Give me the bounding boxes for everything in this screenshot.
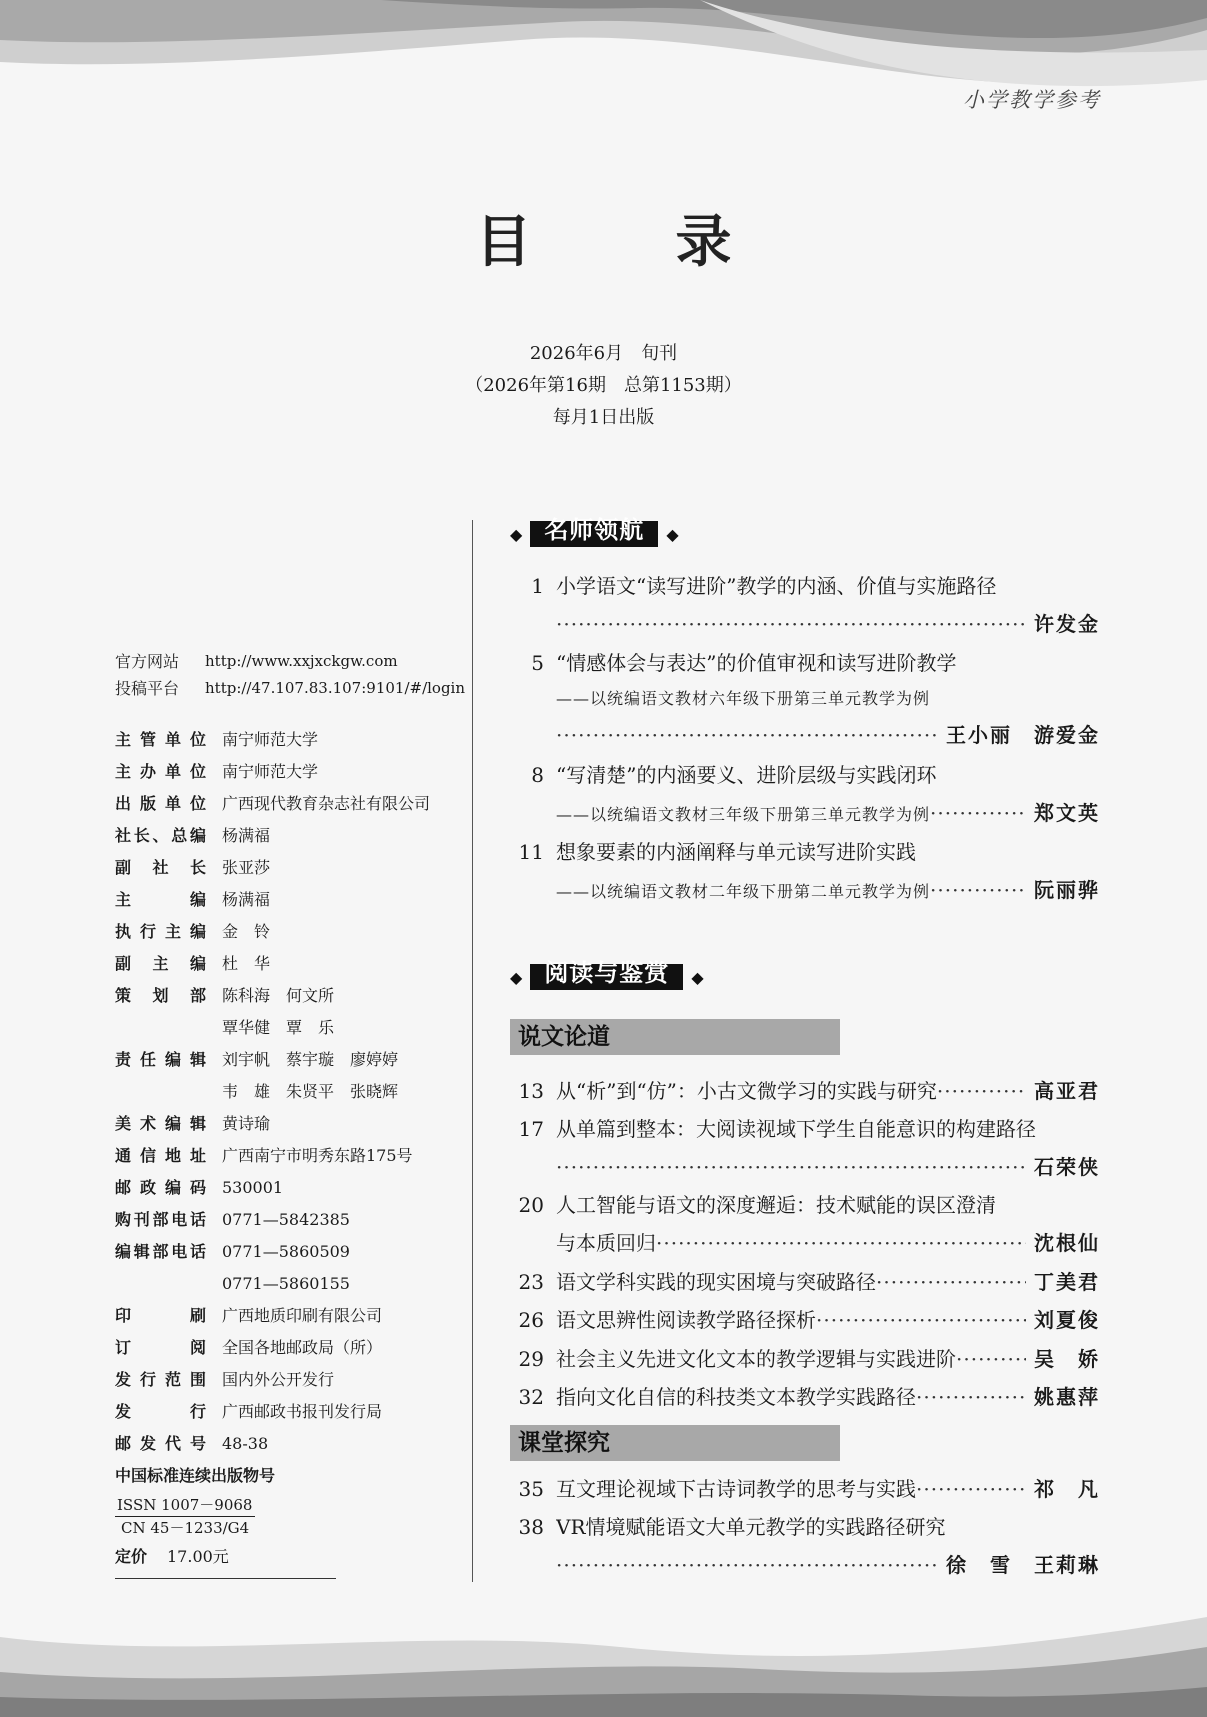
website-url[interactable]: http://www.xxjxckgw.com xyxy=(205,652,398,670)
masthead-key: 通信地址 xyxy=(115,1146,206,1165)
masthead-key xyxy=(115,1012,222,1044)
page-number: 23 xyxy=(518,1270,544,1294)
toc-entry[interactable] xyxy=(510,1072,1100,1110)
journal-name: 小学教学参考 xyxy=(963,88,1101,112)
masthead-value: 广西南宁市明秀东路175号 xyxy=(222,1146,413,1165)
entry-title: 小学语文“读写进阶”教学的内涵、价值与实施路径 xyxy=(556,574,997,598)
masthead-key: 主编 xyxy=(115,890,206,909)
masthead-key: 副社长 xyxy=(115,858,206,877)
section-header-mingshi xyxy=(510,514,679,554)
entry-title: 语文学科实践的现实困境与突破路径 xyxy=(556,1270,876,1294)
issn-label: 中国标准连续出版物号 xyxy=(115,1466,276,1485)
masthead-value: 刘宇帆 蔡宇璇 廖婷婷 xyxy=(222,1050,399,1069)
masthead-row xyxy=(115,1172,475,1204)
masthead-key: 策划部 xyxy=(115,986,206,1005)
column-divider xyxy=(472,520,473,1582)
entry-title: 从单篇到整本：大阅读视域下学生自能意识的构建路径 xyxy=(556,1117,1036,1141)
website-row xyxy=(115,648,475,675)
masthead-key: 发行 xyxy=(115,1402,206,1421)
page-number: 20 xyxy=(518,1193,544,1217)
toc-entry[interactable] xyxy=(510,1340,1100,1378)
masthead-value: 韦 雄 朱贤平 张晓辉 xyxy=(222,1082,399,1101)
leader-dots xyxy=(556,1148,1026,1186)
entry-title: 语文思辨性阅读教学路径探析 xyxy=(556,1308,816,1332)
page-number: 17 xyxy=(518,1117,544,1141)
masthead-value: 张亚莎 xyxy=(222,858,271,877)
entry-title: 指向文化自信的科技类文本教学实践路径 xyxy=(556,1385,916,1409)
toc-entry[interactable] xyxy=(510,644,1100,754)
subsection-shuowen: 说文论道 xyxy=(510,1019,840,1055)
masthead-key: 责任编辑 xyxy=(115,1050,206,1069)
entry-title: 想象要素的内涵阐释与单元读写进阶实践 xyxy=(556,840,916,864)
masthead-row xyxy=(115,1396,475,1428)
entry-author: 高亚君 xyxy=(1034,1079,1100,1103)
entry-author: 姚惠萍 xyxy=(1034,1385,1100,1409)
masthead-row xyxy=(115,756,475,788)
masthead-row xyxy=(115,1012,475,1044)
issue-date: 2026年6月 旬刊 xyxy=(529,343,678,364)
masthead-value: 杨满福 xyxy=(222,890,271,909)
section-title: 阅读与鉴赏 xyxy=(530,964,683,990)
masthead-key xyxy=(115,1076,222,1108)
masthead-key: 印刷 xyxy=(115,1306,206,1325)
entry-subtitle: ——以统编语文教材三年级下册第三单元教学为例 xyxy=(556,805,931,824)
toc-entry[interactable] xyxy=(510,1110,1100,1186)
masthead-row xyxy=(115,1364,475,1396)
leader-dots xyxy=(930,794,1026,832)
page-number: 8 xyxy=(531,763,544,787)
masthead-key: 出版单位 xyxy=(115,794,206,813)
masthead-value: 0771—5860155 xyxy=(222,1274,350,1293)
masthead-key: 执行主编 xyxy=(115,922,206,941)
masthead-row xyxy=(115,884,475,916)
footer-decoration xyxy=(0,1607,1207,1717)
entry-author: 吴 娇 xyxy=(1034,1347,1100,1371)
toc-entry[interactable] xyxy=(510,567,1100,643)
toc-entry[interactable] xyxy=(510,1378,1100,1416)
masthead-key: 订阅 xyxy=(115,1338,206,1357)
masthead-row xyxy=(115,1044,475,1076)
entry-author: 沈根仙 xyxy=(1034,1231,1100,1255)
toc-entry[interactable] xyxy=(510,833,1100,909)
page-number: 26 xyxy=(518,1308,544,1332)
masthead-value: 国内外公开发行 xyxy=(222,1370,335,1389)
masthead-row xyxy=(115,948,475,980)
masthead-row xyxy=(115,852,475,884)
diamond-icon: ◆ xyxy=(666,524,679,544)
entry-title: “情感体会与表达”的价值审视和读写进阶教学 xyxy=(556,651,957,675)
masthead-row xyxy=(115,1108,475,1140)
entry-author: 阮丽骅 xyxy=(1034,878,1100,902)
masthead-key: 副主编 xyxy=(115,954,206,973)
entry-title: 互文理论视域下古诗词教学的思考与实践 xyxy=(556,1477,916,1501)
masthead xyxy=(115,648,475,1573)
masthead-key: 邮政编码 xyxy=(115,1178,206,1197)
page-number: 29 xyxy=(518,1347,544,1371)
cn-number: CN 45－1233/G4 xyxy=(121,1519,250,1537)
leader-dots xyxy=(916,1470,1026,1508)
submit-url[interactable]: http://47.107.83.107:9101/#/login xyxy=(205,679,466,697)
entry-author: 王小丽 游爱金 xyxy=(946,723,1100,747)
masthead-divider xyxy=(115,1578,336,1579)
entry-subtitle: ——以统编语文教材六年级下册第三单元教学为例 xyxy=(556,689,931,708)
leader-dots xyxy=(556,1546,938,1584)
subsection-ketang: 课堂探究 xyxy=(510,1425,840,1461)
masthead-row xyxy=(115,1268,475,1300)
masthead-row xyxy=(115,820,475,852)
diamond-icon: ◆ xyxy=(510,967,523,987)
masthead-row xyxy=(115,1140,475,1172)
page-number: 5 xyxy=(531,651,544,675)
leader-dots xyxy=(937,1072,1026,1110)
diamond-icon: ◆ xyxy=(510,524,523,544)
masthead-key: 邮发代号 xyxy=(115,1434,206,1453)
section-header-yuedu xyxy=(510,957,704,997)
leader-dots xyxy=(956,1340,1026,1378)
masthead-row xyxy=(115,1236,475,1268)
entry-subtitle: ——以统编语文教材二年级下册第二单元教学为例 xyxy=(556,882,931,901)
issue-info xyxy=(0,338,1207,434)
entry-author: 丁美君 xyxy=(1034,1270,1100,1294)
price-value: 17.00元 xyxy=(167,1547,229,1566)
masthead-key: 购刊部电话 xyxy=(115,1210,206,1229)
masthead-value: 杨满福 xyxy=(222,826,271,845)
masthead-value: 南宁师范大学 xyxy=(222,730,319,749)
masthead-key xyxy=(115,1268,222,1300)
leader-dots xyxy=(876,1263,1026,1301)
masthead-key: 主管单位 xyxy=(115,730,206,749)
submit-label: 投稿平台 xyxy=(115,679,180,698)
page-number: 38 xyxy=(518,1515,544,1539)
toc-entry[interactable] xyxy=(510,1186,1100,1262)
masthead-row xyxy=(115,724,475,756)
page-title: 目 录 xyxy=(475,210,776,275)
price-label: 定价 xyxy=(115,1547,148,1566)
masthead-info xyxy=(115,724,475,1460)
masthead-value: 金 铃 xyxy=(222,922,271,941)
entry-title: 社会主义先进文化文本的教学逻辑与实践进阶 xyxy=(556,1347,956,1371)
masthead-row xyxy=(115,1332,475,1364)
issue-number: （2026年第16期 总第1153期） xyxy=(465,375,742,396)
masthead-value: 0771—5842385 xyxy=(222,1210,350,1229)
toc-entry[interactable] xyxy=(510,1263,1100,1301)
masthead-value: 覃华健 覃 乐 xyxy=(222,1018,335,1037)
page-number: 13 xyxy=(518,1079,544,1103)
masthead-row xyxy=(115,1076,475,1108)
entry-author: 祁 凡 xyxy=(1034,1477,1100,1501)
issn-box xyxy=(115,1494,255,1539)
leader-dots xyxy=(556,716,938,754)
masthead-row xyxy=(115,1428,475,1460)
masthead-value: 陈科海 何文所 xyxy=(222,986,335,1005)
masthead-value: 杜 华 xyxy=(222,954,271,973)
diamond-icon: ◆ xyxy=(691,967,704,987)
masthead-key: 发行范围 xyxy=(115,1370,206,1389)
masthead-value: 0771—5860509 xyxy=(222,1242,350,1261)
issn-number: ISSN 1007－9068 xyxy=(115,1494,255,1517)
masthead-key: 编辑部电话 xyxy=(115,1242,206,1261)
masthead-key: 美术编辑 xyxy=(115,1114,206,1133)
submit-row xyxy=(115,675,475,702)
leader-dots xyxy=(930,871,1026,909)
entry-title: VR情境赋能语文大单元教学的实践路径研究 xyxy=(556,1515,946,1539)
page-number: 32 xyxy=(518,1385,544,1409)
page-number: 1 xyxy=(531,574,544,598)
entry-author: 刘夏俊 xyxy=(1034,1308,1100,1332)
masthead-row xyxy=(115,1204,475,1236)
website-label: 官方网站 xyxy=(115,652,180,671)
masthead-row xyxy=(115,788,475,820)
masthead-row xyxy=(115,916,475,948)
masthead-key: 社长、总编 xyxy=(115,826,206,845)
price-row xyxy=(115,1541,475,1573)
entry-title: 从“析”到“仿”：小古文微学习的实践与研究 xyxy=(556,1079,937,1103)
masthead-value: 48-38 xyxy=(222,1434,269,1453)
leader-dots xyxy=(816,1301,1026,1339)
masthead-row xyxy=(115,980,475,1012)
masthead-value: 530001 xyxy=(222,1178,284,1197)
entry-title-cont: 与本质回归 xyxy=(556,1231,656,1255)
publish-day: 每月1日出版 xyxy=(552,407,655,428)
toc-entry[interactable] xyxy=(510,1508,1100,1584)
entry-author: 许发金 xyxy=(1034,612,1100,636)
leader-dots xyxy=(656,1224,1026,1262)
entry-title: “写清楚”的内涵要义、进阶层级与实践闭环 xyxy=(556,763,937,787)
page-number: 11 xyxy=(518,840,544,864)
page-number: 35 xyxy=(518,1477,544,1501)
leader-dots xyxy=(916,1378,1026,1416)
entry-author: 石荣侠 xyxy=(1034,1155,1100,1179)
entry-author: 郑文英 xyxy=(1034,801,1100,825)
leader-dots xyxy=(556,605,1026,643)
toc-entry[interactable] xyxy=(510,1301,1100,1339)
masthead-value: 黄诗瑜 xyxy=(222,1114,271,1133)
masthead-value: 南宁师范大学 xyxy=(222,762,319,781)
masthead-value: 广西邮政书报刊发行局 xyxy=(222,1402,383,1421)
toc-entry[interactable] xyxy=(510,756,1100,832)
entry-author: 徐 雪 王莉琳 xyxy=(946,1553,1100,1577)
entry-title: 人工智能与语文的深度邂逅：技术赋能的误区澄清 xyxy=(556,1193,996,1217)
header-decoration xyxy=(0,0,1207,140)
masthead-row xyxy=(115,1300,475,1332)
masthead-value: 广西现代教育杂志社有限公司 xyxy=(222,794,431,813)
masthead-key: 主办单位 xyxy=(115,762,206,781)
masthead-value: 广西地质印刷有限公司 xyxy=(222,1306,383,1325)
toc-entry[interactable] xyxy=(510,1470,1100,1508)
masthead-value: 全国各地邮政局（所） xyxy=(222,1338,383,1357)
section-title: 名师领航 xyxy=(530,521,658,547)
